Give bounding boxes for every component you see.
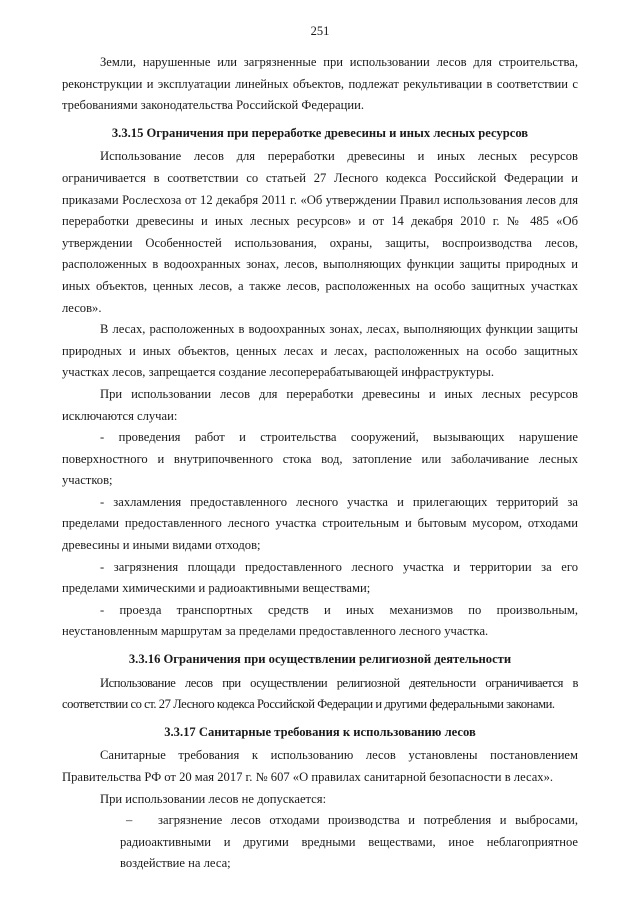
list-item-drainage: - проведения работ и строительства сооружений, вызывающих нарушение поверхностного и внутрипочвенного стока вод, затопление или заболачивание лесных участков; <box>62 430 578 488</box>
paragraph-land-recultivation: Земли, нарушенные или загрязненные при использовании лесов для строительства, реконструкции и эксплуатации линейных объектов, подлежат рекультивации в соответствии с требованиями законодательства Российской Федерации. <box>62 55 578 113</box>
list-item-text: загрязнение лесов отходами производства и потребления и выбросами, радиоактивными и другими вредными веществами, иное неблагоприятное воздействие на леса; <box>120 813 578 871</box>
heading-3-3-16: 3.3.16 Ограничения при осуществлении религиозной деятельности <box>128 652 512 667</box>
paragraph-not-allowed-intro: При использовании лесов не допускается: <box>100 791 327 806</box>
list-item-vehicles: - проезда транспортных средств и иных механизмов по произвольным, неустановленным маршрутам за пределами предоставленного лесного участка. <box>62 602 578 639</box>
page-number: 251 <box>310 24 330 38</box>
paragraph-wood-processing-restrictions: Использование лесов для переработки древесины и иных лесных ресурсов ограничивается в соответствии со статьей 27 Лесного кодекса Российской Федерации и приказами Рослесхоза от 12 декабря 2011 г. «Об утверждении Правил использования лесов для переработки древесины и иных лесных ресурсов» и от 14 декабря 2010 г. № 485 «Об утверждении Особенностей использования, охраны, защиты, воспроизводства лесов, расположенных в водоохранных зонах, лесов, выполняющих функции защиты природных и иных объектов, ценных лесов, а также лесов, расположенных на особо защитных участках лесов». <box>62 149 578 315</box>
list-item-littering: - захламления предоставленного лесного участка и прилегающих территорий за пределами предоставленного лесного участка строительным и бытовым мусором, отходами древесины и иными видами отходов; <box>62 494 578 553</box>
paragraph-religious-activity: Использование лесов при осуществлении религиозной деятельности ограничивается в соответствии со ст. 27 Лесного кодекса Российской Федерации и другими федеральными законами. <box>62 675 578 712</box>
heading-3-3-15: 3.3.15 Ограничения при переработке древесины и иных лесных ресурсов <box>111 125 529 140</box>
paragraph-sanitary-requirements: Санитарные требования к использованию лесов установлены постановлением Правительства РФ от 20 мая 2017 г. № 607 «О правилах санитарной безопасности в лесах». <box>62 748 578 784</box>
list-item-waste-pollution <box>62 810 578 875</box>
paragraph-excluded-cases-intro: При использовании лесов для переработки древесины и иных лесных ресурсов исключаются случаи: <box>62 386 578 423</box>
page-body <box>62 52 578 875</box>
list-item-pollution: - загрязнения площади предоставленного лесного участка и территории за его пределами химическими и радиоактивными веществами; <box>62 559 578 596</box>
list-dash: – <box>126 813 133 828</box>
paragraph-water-protection-zones: В лесах, расположенных в водоохранных зонах, лесах, выполняющих функции защиты природных и иных объектов, ценных лесах и лесах, расположенных на особо защитных участках лесов, запрещается создание лесоперерабатывающей инфраструктуры. <box>62 322 578 380</box>
heading-3-3-17: 3.3.17 Санитарные требования к использованию лесов <box>164 724 476 739</box>
